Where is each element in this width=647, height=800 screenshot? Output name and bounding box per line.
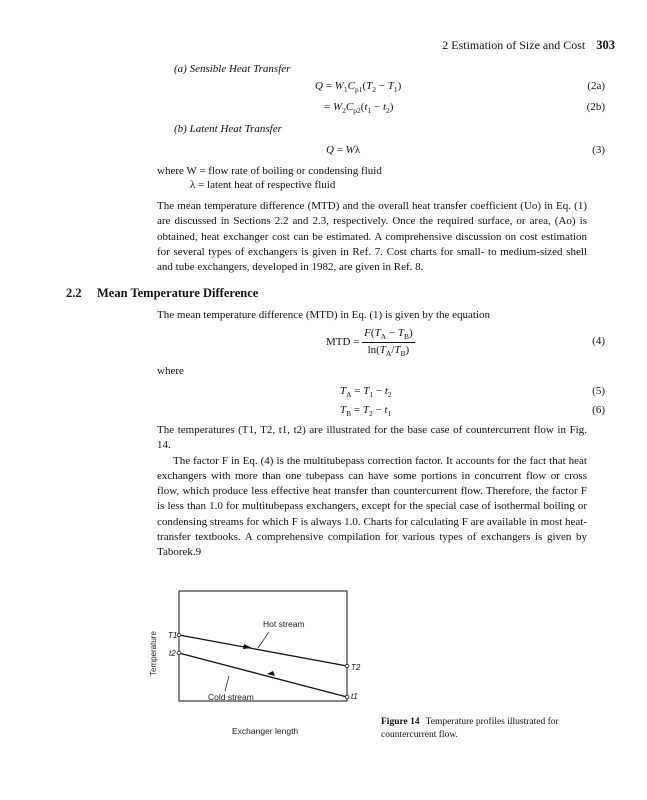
paragraph-2-text: The mean temperature difference (MTD) in Eq. (1) is given by the equation [157,309,491,321]
equation-number-3: (3) [592,144,605,156]
section-number: 2.2 [66,286,82,300]
cold-stream-line [179,653,347,697]
equation-2a: $Q = W_1C_{p1}(T_2 - T_1)$ [315,80,402,95]
T1-label: T1 [168,631,178,640]
paragraph-1 [157,199,587,275]
subhead-latent: (b) Latent Heat Transfer [174,123,282,135]
section-heading [66,286,258,301]
equation-2b: = $W_2C_{p2}(t_1 - t_2)$ [324,101,394,116]
t2-marker [177,651,181,655]
t1-label: t1 [351,692,358,701]
equation-number-2a: (2a) [587,80,605,92]
equation-number-4: (4) [592,335,605,347]
cold-leader-line [225,676,229,691]
t1-end-marker [345,695,349,699]
hot-stream-label: Hot stream [263,619,305,629]
paragraph-4-text: The factor F in Eq. (4) is the multitubepass correction factor. It accounts for the fact that heat exchangers with more than one tubepass can have some portions in concurrent flow or cross flow, which produce less effective heat transfer than countercurrent flow. Therefore, the factor F is less than 1.0 for multitubepass exchangers, except for the special case of isothermal boiling or condensing streams for which F is always 1.0. Charts for calculating F are available in most heat-transfer textbooks. A comprehensive compilation for various types of exchangers is given by Taborek.9 [157,454,587,559]
section-title: Mean Temperature Difference [97,286,259,300]
plot-frame [179,591,347,701]
figure-caption-text: Temperature profiles illustrated for countercurrent flow. [381,717,559,740]
chapter-title: 2 Estimation of Size and Cost [442,38,586,52]
T2-marker [345,664,349,668]
paragraph-1-text: The mean temperature difference (MTD) and the overall heat transfer coefficient (Uo) in Eq. (1) are discussed in Sections 2.2 and 2.3, respectively. Once the required surface, or area, (Ao) is obtained, heat exchanger cost can be estimated. A comprehensive discussion on cost estimation for several types of exchangers is given in Ref. 7. Cost charts for small- to medium-sized shell and tube exchangers, developed in 1982, are given in Ref. 8. [157,200,587,274]
equation-5: $T_A = T_1 - t_2$ [340,385,392,400]
equation-3: Q = Wλ [326,144,361,156]
equation-4: MTD = $\frac{F(T_A - T_B)}{\ln(T_A/T_B)}$ [326,327,413,359]
t2-label: t2 [169,649,176,658]
x-axis-label: Exchanger length [232,726,299,736]
where-label: where [157,365,184,377]
equation-number-5: (5) [592,385,605,397]
T2-label: T2 [351,663,361,672]
equation-number-2b: (2b) [586,101,605,113]
subhead-sensible: (a) Sensible Heat Transfer [174,63,291,75]
running-header [442,38,615,53]
cold-stream-label: Cold stream [208,692,254,702]
equation-number-6: (6) [592,404,605,416]
where-definition-w: where W = flow rate of boiling or condensing fluid [157,165,382,177]
hot-stream-line [179,635,347,666]
figure-14-plot [148,588,378,738]
paragraph-2 [157,308,587,323]
figure-caption-label: Figure 14 [381,717,420,727]
where-definition-lambda: λ = latent heat of respective fluid [190,179,336,191]
hot-leader-line [258,632,269,648]
figure-caption [381,716,596,742]
y-axis-label: Temperature [149,631,158,676]
page-number: 303 [596,38,615,52]
paragraph-3-4 [157,423,587,561]
paragraph-3-text: The temperatures (T1, T2, t1, t2) are illustrated for the base case of countercurrent flow in Fig. 14. [157,424,587,452]
equation-6: $T_B = T_2 - t_1$ [340,404,392,419]
cold-flow-arrow [267,671,275,676]
t1-marker [177,633,181,637]
